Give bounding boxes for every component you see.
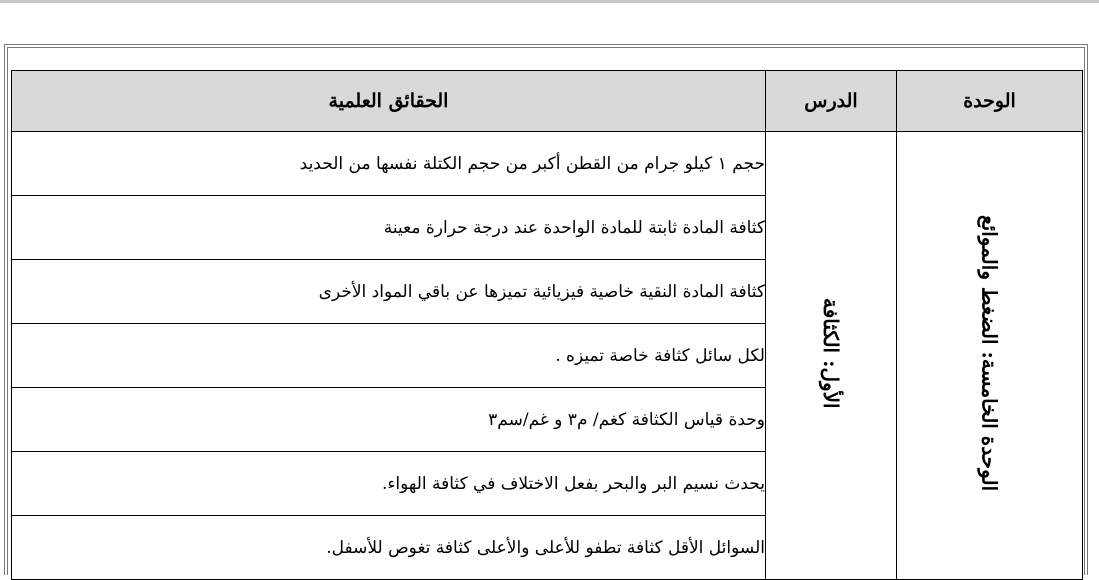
fact-cell: وحدة قياس الكثافة كغم/ م٣ و غم/سم٣	[12, 388, 766, 452]
fact-cell: السوائل الأقل كثافة تطفو للأعلى والأعلى كثافة تغوص للأسفل.	[12, 516, 766, 580]
header-facts: الحقائق العلمية	[12, 71, 766, 132]
fact-cell: لكل سائل كثافة خاصة تميزه .	[12, 324, 766, 388]
header-lesson: الدرس	[766, 71, 897, 132]
fact-cell: كثافة المادة ثابتة للمادة الواحدة عند درجة حرارة معينة	[12, 196, 766, 260]
table-row	[12, 132, 1083, 196]
fact-cell: حجم ١ كيلو جرام من القطن أكبر من حجم الكتلة نفسها من الحديد	[12, 132, 766, 196]
unit-name: الوحدة الخامسة: الضغط والموائع	[977, 215, 1002, 492]
fact-cell: كثافة المادة النقية خاصية فيزيائية تميزها عن باقي المواد الأخرى	[12, 260, 766, 324]
fact-cell: يحدث نسيم البر والبحر بفعل الاختلاف في كثافة الهواء.	[12, 452, 766, 516]
header-unit: الوحدة	[897, 71, 1083, 132]
top-divider	[0, 0, 1099, 3]
unit-cell	[897, 132, 1083, 580]
scientific-facts-table	[11, 70, 1083, 580]
lesson-cell	[766, 132, 897, 580]
lesson-name: الأول: الكثافة	[819, 298, 843, 409]
table-header-row	[12, 71, 1083, 132]
